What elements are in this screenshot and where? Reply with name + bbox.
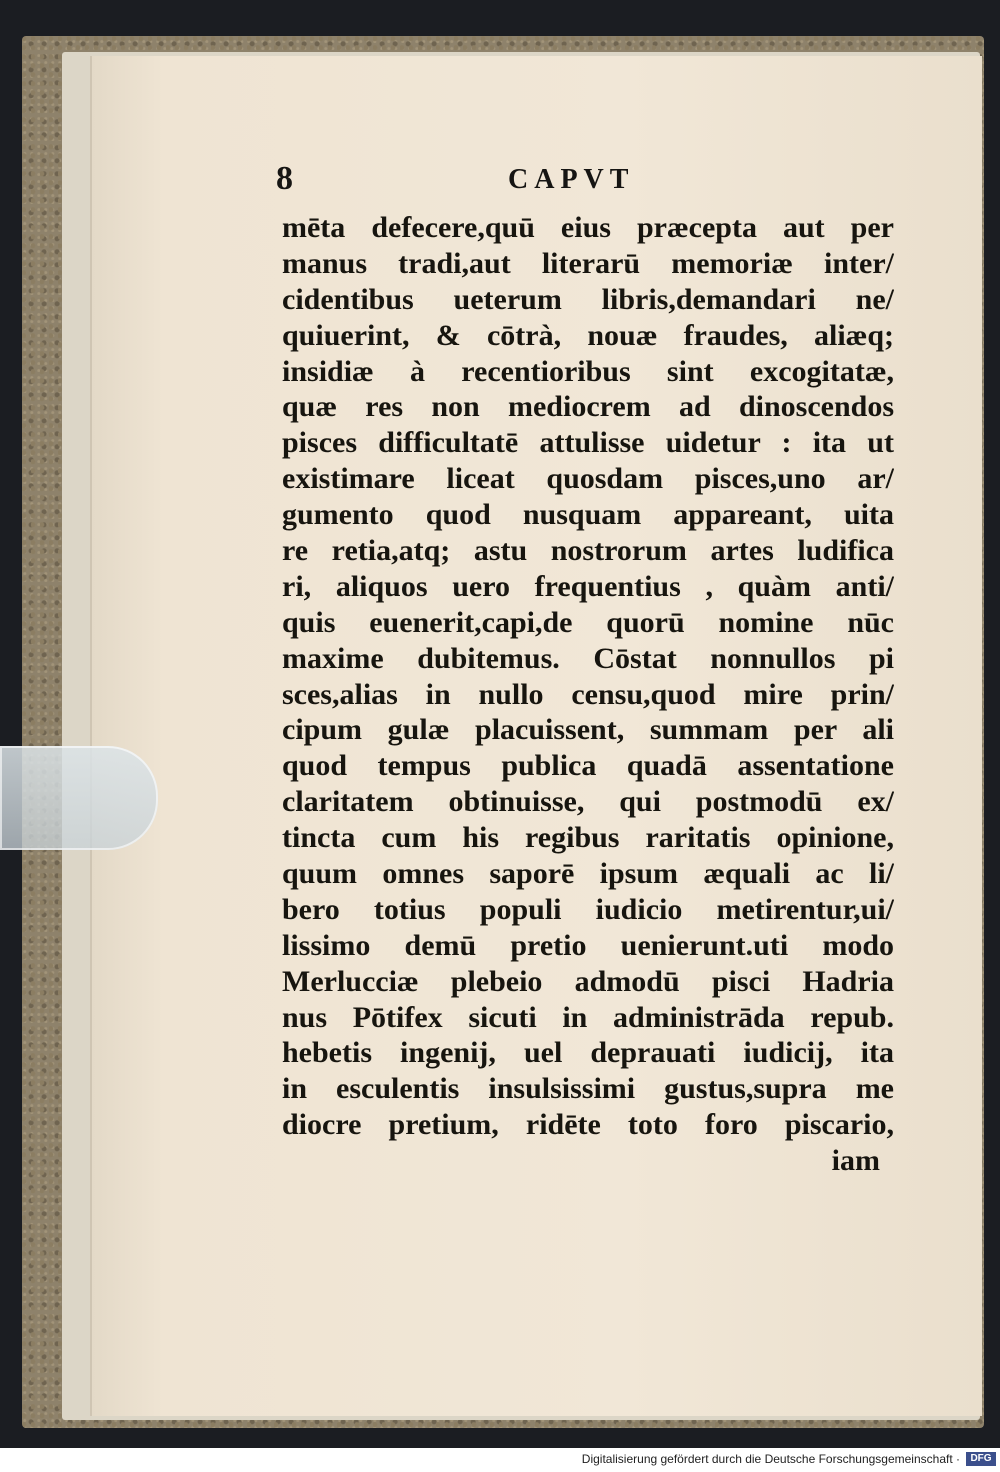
text-line: hebetis ingenij, uel deprauati iudicij, ita xyxy=(282,1036,894,1070)
text-line: quæ res non mediocrem ad dinoscendos xyxy=(282,390,894,424)
text-line: sces,alias in nullo censu,quod mire prin/ xyxy=(282,677,894,711)
text-line: tincta cum his regibus raritatis opinione, xyxy=(282,821,894,855)
text-line: quis euenerit,capi,de quorū nomine nūc xyxy=(282,605,894,639)
text-line: mēta defecere,quū eius præcepta aut per xyxy=(282,211,894,244)
text-line: in esculentis insulsissimi gustus,supra me xyxy=(282,1072,894,1106)
text-line: Merlucciæ plebeio admodū pisci Hadria xyxy=(282,964,894,998)
text-line: nus Pōtifex sicuti in administrāda repub. xyxy=(282,1000,894,1034)
text-line: quod tempus publica quadā assentatione xyxy=(282,749,894,783)
text-line: re retia,atq; astu nostrorum artes ludifica xyxy=(282,534,894,568)
text-line: pisces difficultatē attulisse uidetur : ita ut xyxy=(282,426,894,460)
text-line: diocre pretium, ridēte toto foro piscario, xyxy=(282,1108,894,1142)
funding-credit: Digitalisierung gefördert durch die Deutsche Forschungsgemeinschaft · xyxy=(581,1452,960,1466)
text-line: cipum gulæ placuissent, summam per ali xyxy=(282,713,894,747)
text-line: quiuerint, & cōtrà, nouæ fraudes, aliæq; xyxy=(282,318,894,352)
text-line: manus tradi,aut literarū memoriæ inter/ xyxy=(282,246,894,280)
dfg-logo-icon: DFG xyxy=(966,1452,996,1466)
text-line: maxime dubitemus. Cōstat nonnullos pi xyxy=(282,641,894,675)
body-text xyxy=(282,210,894,1179)
catchword: iam xyxy=(831,1144,880,1178)
footer-bar xyxy=(0,1448,1000,1472)
text-line: existimare liceat quosdam pisces,uno ar/ xyxy=(282,462,894,496)
text-line: insidiæ à recentioribus sint excogitatæ, xyxy=(282,354,894,388)
text-line: bero totius populi iudicio metirentur,ui/ xyxy=(282,892,894,926)
text-line: lissimo demū pretio uenierunt.uti modo xyxy=(282,928,894,962)
text-line: cidentibus ueterum libris,demandari ne/ xyxy=(282,282,894,316)
text-line: quum omnes saporē ipsum æquali ac li/ xyxy=(282,857,894,891)
text-line: ri, aliquos uero frequentius , quàm anti/ xyxy=(282,569,894,603)
page-tab-marker xyxy=(0,746,158,850)
running-head: CAPVT xyxy=(508,164,635,195)
text-line: gumento quod nusquam appareant, uita xyxy=(282,498,894,532)
page-number: 8 xyxy=(276,160,293,197)
text-line: claritatem obtinuisse, qui postmodū ex/ xyxy=(282,785,894,819)
page-header xyxy=(270,160,650,204)
